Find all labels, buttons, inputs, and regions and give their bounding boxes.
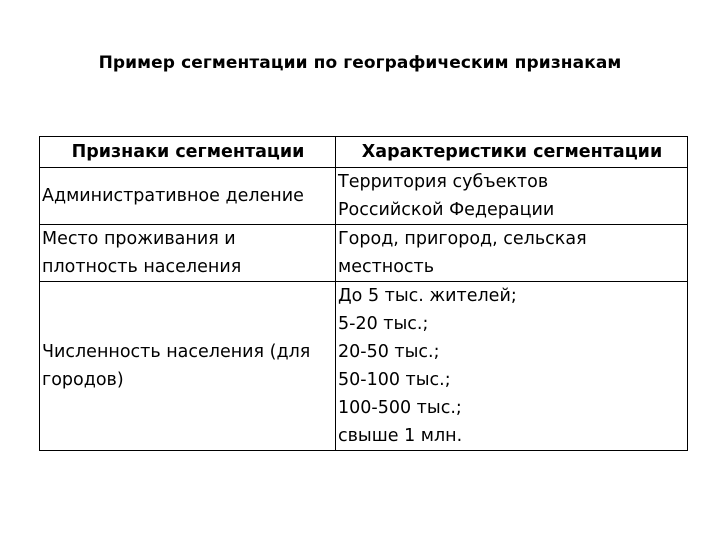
characteristic-line: Город, пригород, сельская: [338, 229, 587, 249]
characteristic-line: Территория субъектов: [338, 172, 549, 192]
characteristics-cell: [336, 282, 688, 451]
characteristic-line: 20-50 тыс.;: [338, 342, 440, 362]
table-row: [40, 282, 688, 451]
column-header-characteristics: Характеристики сегментации: [336, 137, 688, 168]
column-header-criteria: Признаки сегментации: [40, 137, 336, 168]
characteristic-line: До 5 тыс. жителей;: [338, 286, 517, 306]
criterion-cell: [40, 168, 336, 225]
table-row: [40, 225, 688, 282]
table-row: [40, 168, 688, 225]
characteristic-line: 100-500 тыс.;: [338, 398, 462, 418]
characteristics-cell: [336, 168, 688, 225]
criterion-text: Место проживания и: [42, 229, 236, 249]
criterion-text: Административное деление: [42, 186, 304, 206]
segmentation-table: [39, 136, 688, 451]
characteristic-line: местность: [338, 257, 435, 277]
criterion-text: городов): [42, 370, 124, 390]
characteristic-line: 5-20 тыс.;: [338, 314, 429, 334]
characteristic-line: свыше 1 млн.: [338, 426, 463, 446]
characteristics-cell: [336, 225, 688, 282]
criterion-cell: [40, 282, 336, 451]
criterion-text: плотность населения: [42, 257, 242, 277]
table-header-row: [40, 137, 688, 168]
page-title: Пример сегментации по географическим признакам: [98, 53, 622, 73]
characteristic-line: Российской Федерации: [338, 200, 555, 220]
characteristic-line: 50-100 тыс.;: [338, 370, 451, 390]
criterion-cell: [40, 225, 336, 282]
criterion-text: Численность населения (для: [42, 342, 311, 362]
